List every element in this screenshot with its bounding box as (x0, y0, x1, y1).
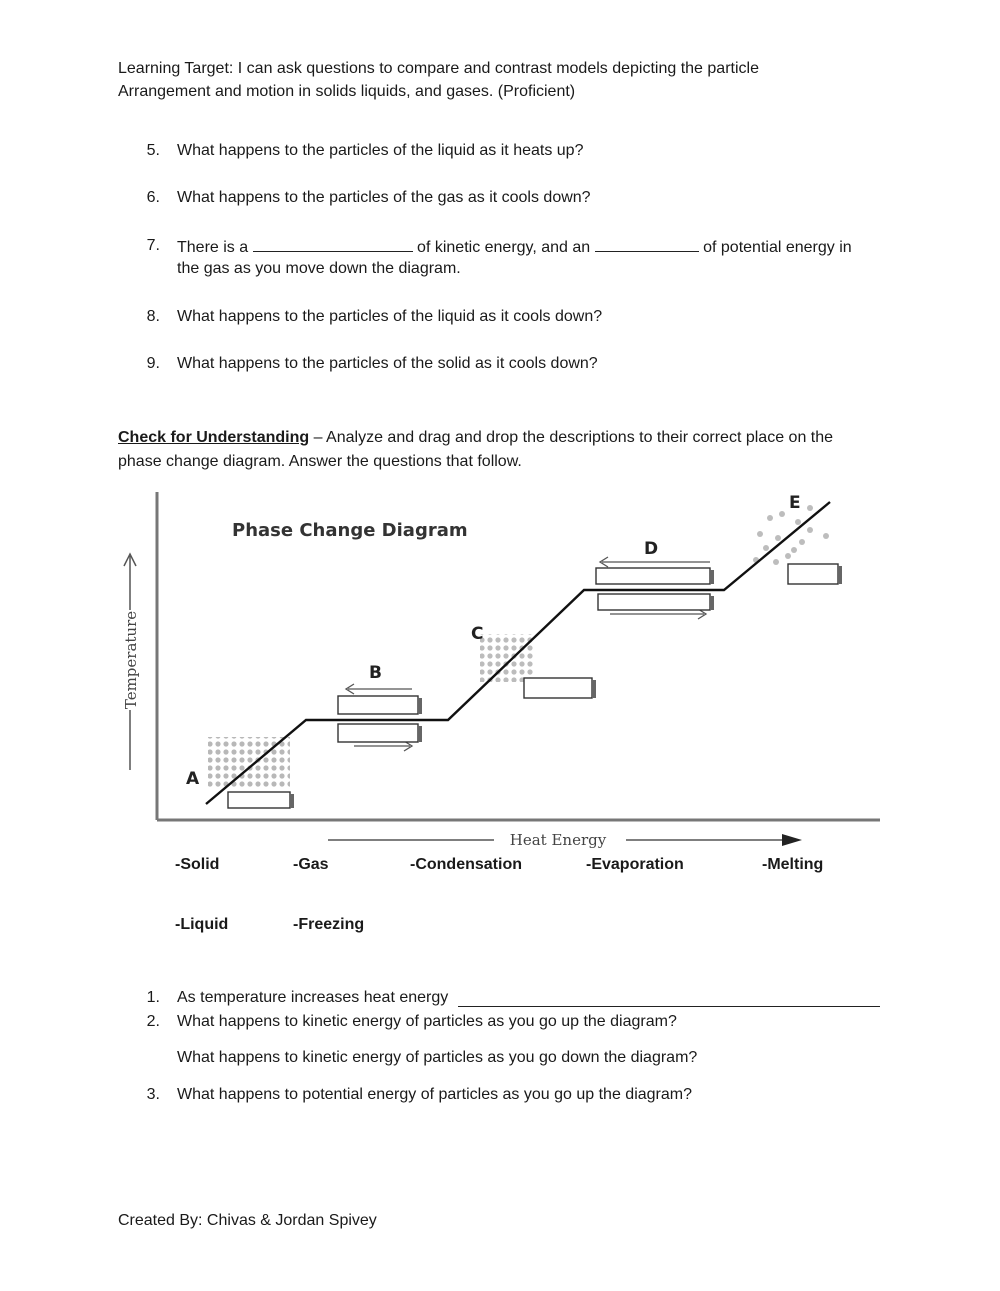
heating-curve (206, 502, 830, 804)
check-title: Check for Understanding (118, 429, 310, 446)
drop-box-shadow (418, 698, 422, 714)
question-number: 2. (146, 1013, 160, 1030)
question-7-line2: the gas as you move down the diagram. (177, 260, 461, 277)
phase-change-diagram (110, 484, 890, 852)
drop-box-shadow (290, 794, 294, 808)
point-label-c: C (471, 624, 484, 644)
kinetic-energy-blank[interactable] (253, 237, 413, 252)
point-label-b: B (369, 663, 382, 683)
drop-box-b-bottom[interactable] (338, 724, 418, 742)
question-number: 1. (146, 989, 160, 1006)
question-text: What happens to kinetic energy of particles as you go down the diagram? (177, 1049, 698, 1066)
word-freezing[interactable]: -Freezing (293, 916, 365, 933)
word-evaporation[interactable]: -Evaporation (586, 856, 684, 873)
question-7-line1 (177, 237, 852, 257)
check-instructions: – Analyze and drag and drop the descriptions to their correct place on the (309, 429, 834, 446)
drop-box-d-top[interactable] (596, 568, 710, 584)
word-liquid[interactable]: -Liquid (175, 916, 229, 933)
x-axis-arrowhead (782, 834, 802, 846)
drop-box-b-top[interactable] (338, 696, 418, 714)
question-number: 7. (146, 237, 160, 254)
drop-box-e[interactable] (788, 564, 838, 584)
word-melting[interactable]: -Melting (762, 856, 824, 873)
question-number: 6. (146, 189, 160, 206)
point-label-e: E (789, 493, 801, 513)
drop-box-a[interactable] (228, 792, 290, 808)
question-text: What happens to the particles of the liquid as it heats up? (177, 142, 584, 159)
diagram-title: Phase Change Diagram (232, 520, 468, 541)
check-for-understanding (118, 427, 833, 449)
word-solid[interactable]: -Solid (175, 856, 220, 873)
question-text: As temperature increases heat energy (177, 989, 449, 1006)
question-number: 8. (146, 308, 160, 325)
liquid-particles (480, 634, 534, 682)
drop-box-shadow (710, 596, 714, 610)
drop-zones (228, 564, 842, 808)
learning-target-line1: Learning Target: I can ask questions to compare and contrast models depicting the particle (118, 60, 759, 77)
question-number: 5. (146, 142, 160, 159)
question-text: What happens to the particles of the gas as it cools down? (177, 189, 591, 206)
learning-target-line2: Arrangement and motion in solids liquids, and gases. (Proficient) (118, 83, 576, 100)
drop-box-d-bottom[interactable] (598, 594, 710, 610)
drop-box-c[interactable] (524, 678, 592, 698)
footer-credit: Created By: Chivas & Jordan Spivey (118, 1212, 377, 1229)
word-gas[interactable]: -Gas (293, 856, 329, 873)
y-axis-label: Temperature (122, 610, 140, 710)
potential-energy-blank[interactable] (595, 237, 699, 252)
drop-box-shadow (418, 726, 422, 742)
question-text: What happens to kinetic energy of particles as you go up the diagram? (177, 1013, 677, 1030)
drop-box-shadow (838, 566, 842, 584)
check-instructions-line2: phase change diagram. Answer the questions that follow. (118, 453, 522, 470)
drop-box-shadow (710, 570, 714, 584)
question-7-part3: of potential energy in (703, 239, 852, 256)
question-text: What happens to the particles of the liquid as it cools down? (177, 308, 603, 325)
question-text: What happens to potential energy of particles as you go up the diagram? (177, 1086, 692, 1103)
question-7-part1: There is a (177, 239, 249, 256)
question-number: 9. (146, 355, 160, 372)
x-axis-label: Heat Energy (509, 831, 607, 849)
point-label-d: D (644, 539, 659, 559)
point-label-a: A (186, 769, 200, 789)
question-text: What happens to the particles of the solid as it cools down? (177, 355, 598, 372)
question-number: 3. (146, 1086, 160, 1103)
question-7-part2: of kinetic energy, and an (417, 239, 591, 256)
heat-energy-blank[interactable] (458, 992, 880, 1007)
drop-box-shadow (592, 680, 596, 698)
word-condensation[interactable]: -Condensation (410, 856, 522, 873)
